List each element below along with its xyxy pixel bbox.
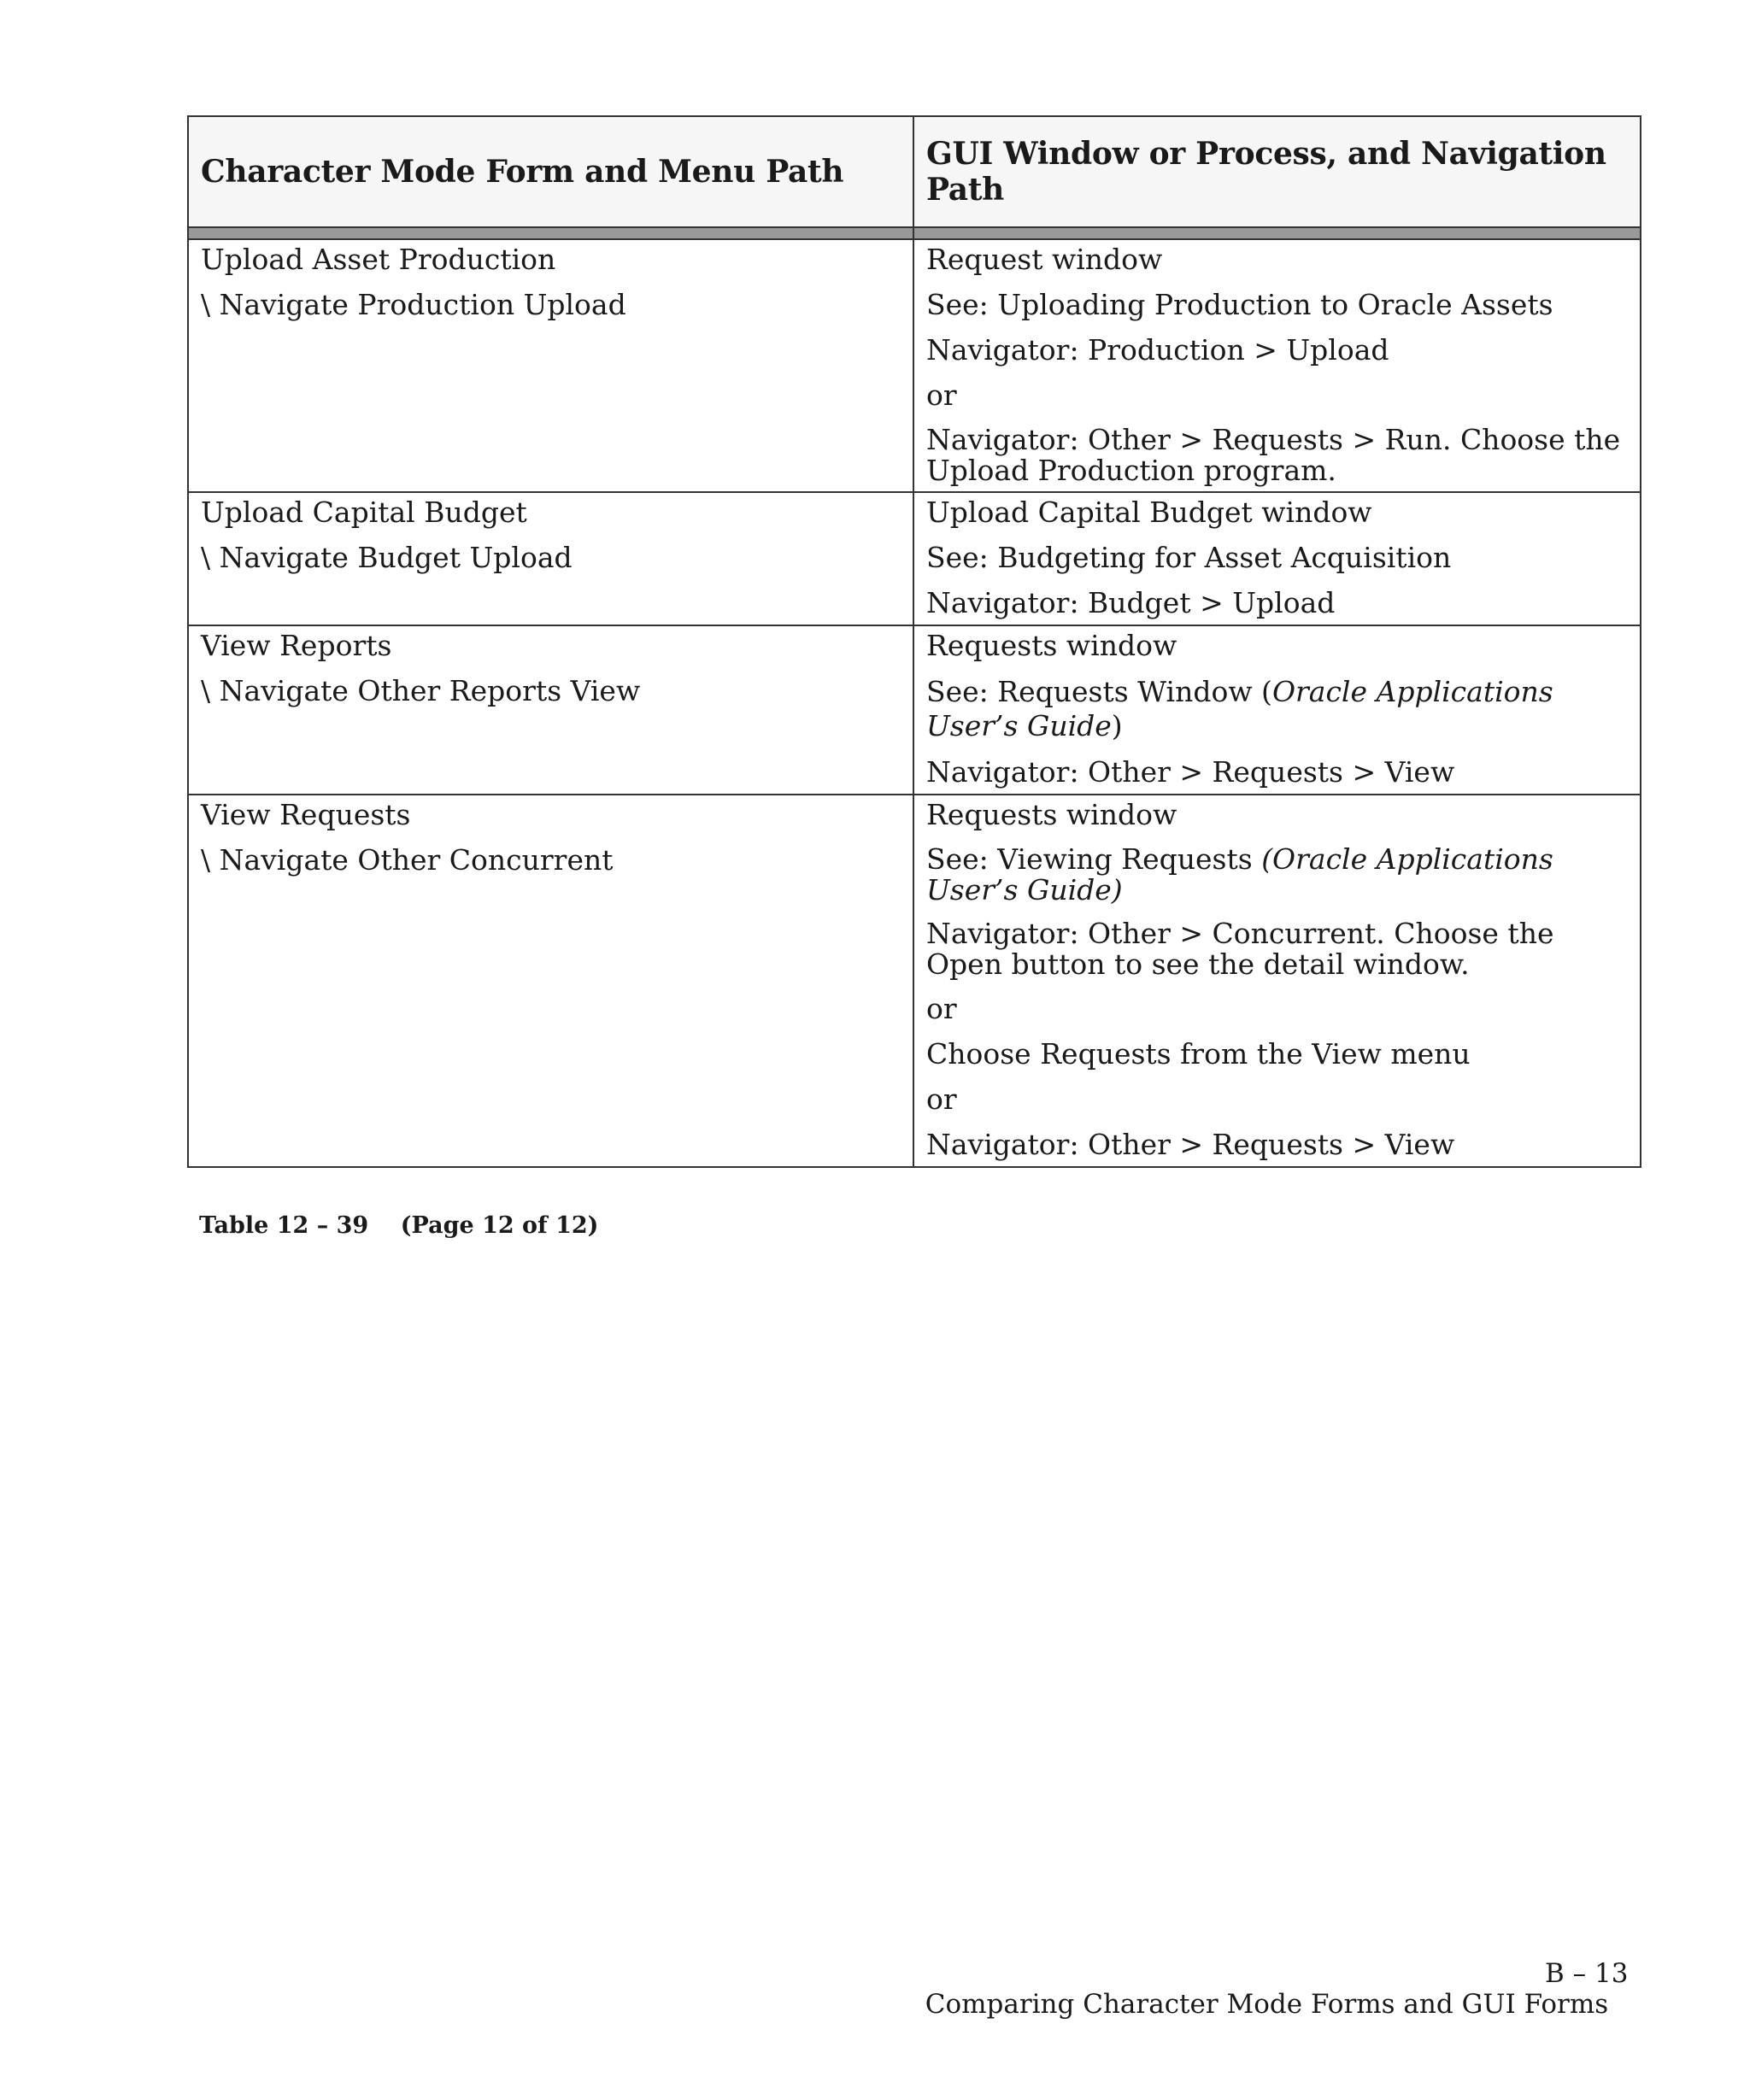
see-reference: See: Uploading Production to Oracle Assets (926, 288, 1553, 321)
window-name: Upload Capital Budget window (926, 496, 1372, 529)
navigator-path: Navigator: Production > Upload (926, 333, 1389, 367)
navigator-path: Navigator: Other > Requests > Run. Choose the Upload Production program. (926, 423, 1621, 487)
or-text: or (926, 378, 957, 412)
table-caption: Table 12 – 39 (Page 12 of 12) (199, 1212, 599, 1239)
footer-title: Comparing Character Mode Forms and GUI Forms (925, 1989, 1609, 2020)
menu-path: \ Navigate Production Upload (201, 288, 626, 321)
character-mode-cell (188, 239, 913, 492)
table-row (188, 492, 1641, 625)
table-row (188, 625, 1641, 795)
window-name: Request window (926, 243, 1163, 276)
navigator-path: Navigator: Other > Requests > View (926, 1128, 1455, 1161)
character-mode-cell (188, 625, 913, 795)
navigator-path: Navigator: Budget > Upload (926, 586, 1336, 619)
or-text: or (926, 992, 957, 1025)
header-character-mode: Character Mode Form and Menu Path (188, 116, 913, 227)
table-row (188, 239, 1641, 492)
table-row (188, 795, 1641, 1167)
window-name: Requests window (926, 798, 1177, 831)
header-gui-window: GUI Window or Process, and Navigation Path (913, 116, 1641, 227)
or-text: or (926, 1082, 957, 1116)
menu-path: \ Navigate Budget Upload (201, 541, 573, 574)
navigator-path: Navigator: Other > Concurrent. Choose the Open button to see the detail window. (926, 917, 1554, 981)
header-separator (188, 227, 1641, 239)
page-footer (908, 1958, 1629, 2050)
page-number: B – 13 (1545, 1958, 1629, 1989)
see-reference: See: Viewing Requests (Oracle Applications User’s Guide) (926, 842, 1553, 906)
form-name: View Reports (201, 629, 392, 662)
see-reference: See: Requests Window (Oracle Applications User’s Guide) (926, 675, 1553, 742)
gui-window-cell (913, 625, 1641, 795)
navigation-path-table (187, 115, 1640, 1168)
menu-path: \ Navigate Other Concurrent (201, 843, 614, 877)
see-reference: See: Budgeting for Asset Acquisition (926, 541, 1452, 574)
gui-window-cell (913, 795, 1641, 1167)
gui-window-cell (913, 239, 1641, 492)
table-header-row (188, 116, 1641, 227)
form-name: View Requests (201, 798, 411, 831)
view-menu-instruction: Choose Requests from the View menu (926, 1037, 1471, 1071)
guide-title: Oracle Applications User’s Guide (926, 675, 1553, 742)
navigator-path: Navigator: Other > Requests > View (926, 755, 1455, 789)
menu-path: \ Navigate Other Reports View (201, 674, 641, 707)
gui-window-cell (913, 492, 1641, 625)
form-name: Upload Asset Production (201, 243, 556, 276)
character-mode-cell (188, 492, 913, 625)
window-name: Requests window (926, 629, 1177, 662)
guide-title: (Oracle Applications User’s Guide) (926, 842, 1553, 906)
character-mode-cell (188, 795, 913, 1167)
form-name: Upload Capital Budget (201, 496, 527, 529)
